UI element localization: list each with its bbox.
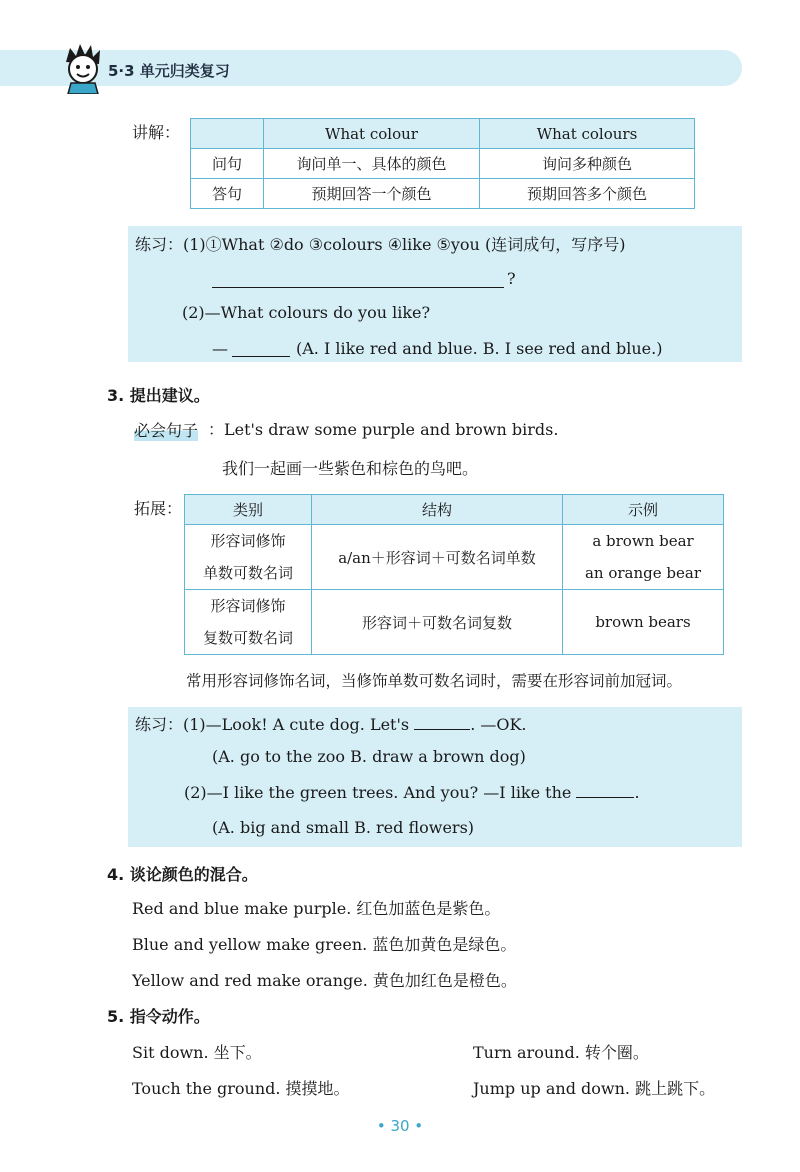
answer-blank[interactable] — [576, 784, 634, 798]
example-line: an orange bear — [584, 564, 701, 582]
table-cell — [563, 525, 724, 590]
table-cell: 问句 — [191, 149, 264, 179]
table-header-cell: 类别 — [185, 495, 312, 525]
answer-line[interactable] — [212, 270, 504, 288]
table-cell — [185, 590, 312, 655]
practice2-q2-end: . — [634, 783, 640, 802]
table-header-row — [185, 495, 724, 525]
answer-blank[interactable] — [414, 716, 470, 730]
question-mark: ? — [507, 269, 516, 288]
category-line: 形容词修饰 — [210, 597, 286, 615]
practice1-q2-options: (A. I like red and blue. B. I see red and blue.) — [296, 339, 663, 358]
practice1-q2-dash: — — [212, 339, 228, 358]
must-sentence: ：Let's draw some purple and brown birds. — [208, 420, 559, 439]
color-mix-line: Red and blue make purple. 红色加蓝色是紫色。 — [132, 899, 501, 918]
table-cell: 预期回答多个颜色 — [480, 179, 695, 209]
answer-blank[interactable] — [232, 339, 290, 357]
instruction-item: Turn around. 转个圈。 — [473, 1043, 649, 1062]
table-header-cell: 示例 — [563, 495, 724, 525]
grammar-note: 常用形容词修饰名词，当修饰单数可数名词时，需要在形容词前加冠词。 — [186, 672, 683, 690]
practice2-q2-text: (2)—I like the green trees. And you? —I like the — [184, 783, 572, 802]
expand-table — [184, 494, 724, 655]
instruction-item: Touch the ground. 摸摸地。 — [132, 1079, 350, 1098]
section5-title: 5. 指令动作。 — [107, 1007, 210, 1026]
explain-table — [190, 118, 695, 209]
table-row — [191, 149, 695, 179]
practice2-q1-text: 练习：(1)—Look! A cute dog. Let's — [135, 715, 410, 734]
category-line: 单数可数名词 — [202, 564, 293, 582]
practice2-q1-end: . —OK. — [470, 715, 527, 734]
example-line: a brown bear — [592, 532, 694, 550]
table-row — [185, 590, 724, 655]
header-title: 5·3 单元归类复习 — [108, 62, 230, 80]
page-number: • 30 • — [376, 1117, 424, 1135]
practice1-q1: 练习：(1)①What ②do ③colours ④like ⑤you (连词成句，写序号) — [135, 235, 626, 254]
practice2-q2-options: (A. big and small B. red flowers) — [212, 818, 475, 837]
table-header-cell: 结构 — [312, 495, 563, 525]
table-row — [191, 179, 695, 209]
table-cell: 预期回答一个颜色 — [264, 179, 480, 209]
category-line: 形容词修饰 — [210, 532, 286, 550]
practice1-q2: (2)—What colours do you like? — [182, 303, 431, 322]
table-cell — [185, 525, 312, 590]
instruction-item: Sit down. 坐下。 — [132, 1043, 262, 1062]
table-header-row — [191, 119, 695, 149]
practice2-q1-options: (A. go to the zoo B. draw a brown dog) — [212, 747, 526, 766]
practice2-q2 — [184, 783, 640, 802]
mascot-icon — [62, 42, 104, 94]
explain-label: 讲解： — [132, 123, 181, 142]
must-sentence-translation: 我们一起画一些紫色和棕色的鸟吧。 — [222, 459, 479, 478]
table-cell: 询问多种颜色 — [480, 149, 695, 179]
table-cell: a/an＋形容词＋可数名词单数 — [312, 525, 563, 590]
table-header-cell — [191, 119, 264, 149]
category-line: 复数可数名词 — [202, 629, 293, 647]
color-mix-line: Yellow and red make orange. 黄色加红色是橙色。 — [132, 971, 517, 990]
instruction-item: Jump up and down. 跳上跳下。 — [473, 1079, 716, 1098]
table-cell: 询问单一、具体的颜色 — [264, 149, 480, 179]
section4-title: 4. 谈论颜色的混合。 — [107, 865, 258, 884]
section3-title: 3. 提出建议。 — [107, 386, 210, 405]
must-sentence-label: 必会句子 — [134, 418, 198, 441]
table-cell: brown bears — [563, 590, 724, 655]
table-row — [185, 525, 724, 590]
color-mix-line: Blue and yellow make green. 蓝色加黄色是绿色。 — [132, 935, 517, 954]
expand-label: 拓展： — [134, 499, 183, 518]
table-header-cell: What colour — [264, 119, 480, 149]
table-header-cell: What colours — [480, 119, 695, 149]
table-cell: 答句 — [191, 179, 264, 209]
practice2-q1 — [135, 712, 527, 735]
table-cell: 形容词＋可数名词复数 — [312, 590, 563, 655]
